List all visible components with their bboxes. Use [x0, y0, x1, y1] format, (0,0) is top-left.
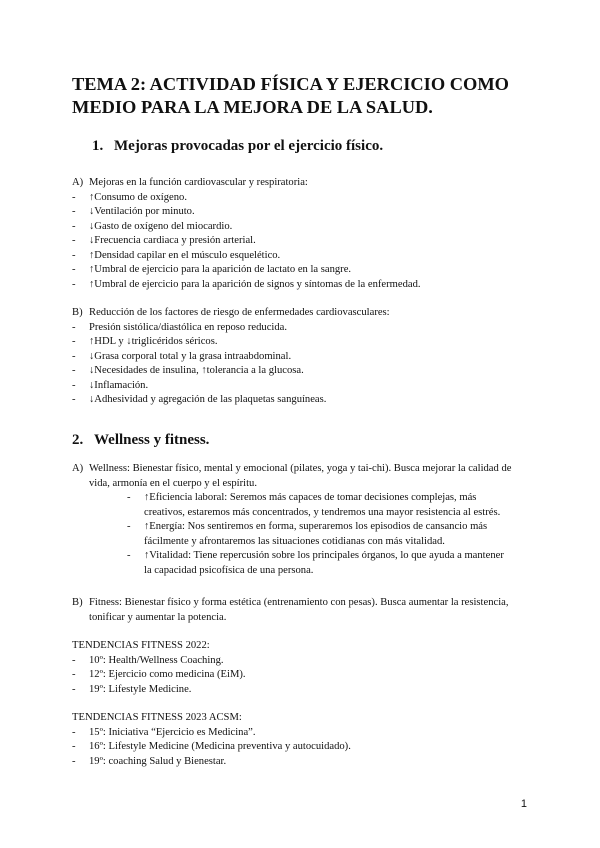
trends-2023-heading: TENDENCIAS FITNESS 2023 ACSM:	[72, 712, 242, 723]
list-item: - ↓Frecuencia cardiaca y presión arterial.	[72, 234, 552, 249]
list-item: - 19º: Lifestyle Medicine.	[72, 683, 532, 698]
group-b-intro-line	[72, 306, 552, 321]
section-1-group-b	[72, 306, 552, 408]
trends-2023	[72, 711, 532, 769]
list-item: - ↑Densidad capilar en el músculo esquelético.	[72, 249, 552, 264]
wellness-benefits-list	[72, 491, 512, 578]
document-title: TEMA 2: ACTIVIDAD FÍSICA Y EJERCICIO COMO MEDIO PARA LA MEJORA DE LA SALUD.	[72, 74, 509, 117]
group-b-list	[72, 321, 552, 408]
section-2-heading	[72, 431, 209, 449]
list-item: - 12º: Ejercicio como medicina (EiM).	[72, 668, 532, 683]
list-item: - ↓Ventilación por minuto.	[72, 205, 552, 220]
section-2-title: Wellness y fitness.	[94, 432, 210, 448]
list-item: - ↑Umbral de ejercicio para la aparición de signos y síntomas de la enfermedad.	[72, 278, 552, 293]
group-b-intro: Reducción de los factores de riesgo de enfermedades cardiovasculares:	[89, 307, 390, 318]
list-item: - ↓Grasa corporal total y la grasa intraabdominal.	[72, 350, 552, 365]
group-a-label: A)	[72, 177, 84, 188]
group-a-intro: Mejoras en la función cardiovascular y respiratoria:	[89, 177, 308, 188]
trends-2023-list	[72, 726, 532, 770]
list-item: - 19º: coaching Salud y Bienestar.	[72, 755, 532, 770]
fitness-text: Fitness: Bienestar físico y forma estética (entrenamiento con pesas). Busca aumentar la resistencia, tonificar y aumentar la potencia.	[89, 597, 509, 623]
section-2-group-a	[72, 462, 512, 578]
list-item: - Presión sistólica/diastólica en reposo reducida.	[72, 321, 552, 336]
list-item: - 15º: Iniciativa “Ejercicio es Medicina”.	[72, 726, 532, 741]
list-item: - ↓Adhesividad y agregación de las plaquetas sanguíneas.	[72, 393, 552, 408]
section-1-title: Mejoras provocadas por el ejercicio físico.	[114, 138, 384, 154]
wellness-paragraph	[72, 462, 512, 491]
fitness-label: B)	[72, 597, 83, 608]
list-item: - ↑Energía: Nos sentiremos en forma, superaremos los episodios de cansancio más fácilmente y afrontaremos las situaciones cotidianas con más vitalidad.	[127, 520, 512, 549]
list-item: - ↑HDL y ↓triglicéridos séricos.	[72, 335, 552, 350]
section-2-group-b	[72, 596, 512, 625]
page-number: 1	[520, 798, 527, 810]
section-2-number: 2.	[72, 432, 84, 448]
list-item: - 16º: Lifestyle Medicine (Medicina preventiva y autocuidado).	[72, 740, 532, 755]
list-item: - ↑Vitalidad: Tiene repercusión sobre los principales órganos, lo que ayuda a mantener la capacidad psicofísica de una persona.	[127, 549, 512, 578]
list-item: - ↑Consumo de oxígeno.	[72, 191, 552, 206]
trends-2022	[72, 639, 532, 697]
group-a-intro-line	[72, 176, 552, 191]
list-item: - ↑Eficiencia laboral: Seremos más capaces de tomar decisiones complejas, más creativos, estaremos más concentrados, y tendremos una mayor resistencia al estrés.	[127, 491, 512, 520]
fitness-paragraph	[72, 596, 512, 625]
trends-2022-list	[72, 654, 532, 698]
list-item: - ↓Necesidades de insulina, ↑tolerancia a la glucosa.	[72, 364, 552, 379]
group-b-label: B)	[72, 307, 83, 318]
list-item: - ↓Gasto de oxígeno del miocardio.	[72, 220, 552, 235]
section-1-number: 1.	[92, 138, 104, 154]
wellness-label: A)	[72, 463, 84, 474]
list-item: - ↓Inflamación.	[72, 379, 552, 394]
wellness-text: Wellness: Bienestar físico, mental y emocional (pilates, yoga y tai-chi). Busca mejorar la calidad de vida, armonía en el cuerpo y el espíritu.	[89, 463, 512, 489]
trends-2022-heading: TENDENCIAS FITNESS 2022:	[72, 640, 210, 651]
list-item: - ↑Umbral de ejercicio para la aparición de lactato en la sangre.	[72, 263, 552, 278]
section-1-heading	[92, 137, 383, 155]
list-item: - 10º: Health/Wellness Coaching.	[72, 654, 532, 669]
group-a-list	[72, 191, 552, 293]
section-1-group-a	[72, 176, 552, 292]
